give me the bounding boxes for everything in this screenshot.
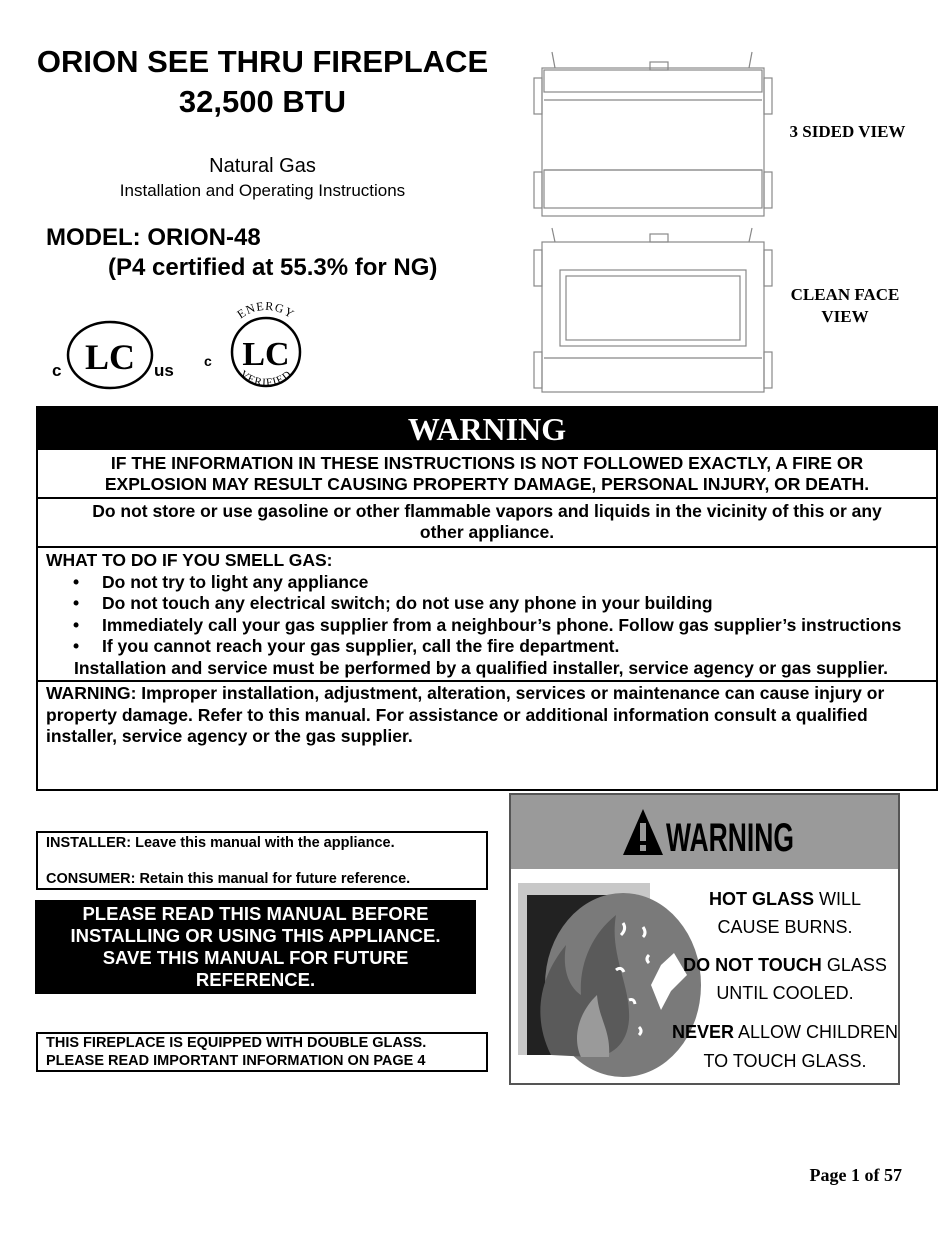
double-glass-notice xyxy=(36,1032,488,1072)
smell-gas-list xyxy=(46,572,928,658)
please-read-line3: SAVE THIS MANUAL FOR FUTURE xyxy=(102,947,409,968)
smell-gas-section xyxy=(38,546,936,680)
please-read-banner xyxy=(35,900,476,994)
energy-arc-text: ENERGY xyxy=(234,300,298,322)
list-item: • Do not touch any electrical switch; do not use any phone in your building xyxy=(102,593,928,615)
csa-lc-us-logo xyxy=(48,315,188,390)
energy-verified-logo xyxy=(202,300,322,400)
clean-face-view-label xyxy=(770,284,920,328)
double-glass-line1: THIS FIREPLACE IS EQUIPPED WITH DOUBLE GLASS. xyxy=(46,1035,427,1051)
please-read-line2: INSTALLING OR USING THIS APPLIANCE. xyxy=(70,925,441,946)
page-number: Page 1 of 57 xyxy=(809,1165,902,1185)
list-item: • If you cannot reach your gas supplier, call the fire department. xyxy=(102,636,928,658)
logo-c-text: c xyxy=(52,361,62,380)
document-subtitle: Installation and Operating Instructions xyxy=(119,181,406,200)
please-read-line4: REFERENCE. xyxy=(195,969,316,990)
verified-arc-text: VERIFIED xyxy=(237,368,295,389)
installer-consumer-box xyxy=(36,831,488,890)
three-sided-view-drawing xyxy=(530,50,775,222)
double-glass-line2: PLEASE READ IMPORTANT INFORMATION ON PAGE 4 xyxy=(46,1053,426,1069)
hot-glass-flame-icon xyxy=(518,883,701,1077)
energy-verified-mark-icon xyxy=(202,300,322,400)
smell-gas-heading: WHAT TO DO IF YOU SMELL GAS: xyxy=(46,550,333,570)
hot-glass-line6: TO TOUCH GLASS. xyxy=(703,1051,867,1071)
hot-glass-line5: NEVER ALLOW CHILDREN xyxy=(671,1022,898,1042)
installer-note: INSTALLER: Leave this manual with the appliance. xyxy=(46,835,395,851)
fuel-type: Natural Gas xyxy=(209,155,316,177)
logo2-c-text: c xyxy=(204,353,212,369)
improper-installation-warning: WARNING: Improper installation, adjustment, alteration, services or maintenance can cause injury or property damage. Refer to this manual. For assistance or additional information consult a qualified installer, service agency or the gas supplier. xyxy=(38,680,936,750)
warning-heading: WARNING xyxy=(38,408,936,448)
btu-rating: 32,500 BTU xyxy=(178,84,347,119)
safety-warning-box xyxy=(36,406,938,791)
flammable-storage-warning xyxy=(38,497,936,546)
logo2-lc-text: LC xyxy=(242,336,290,373)
csa-lc-us-mark-icon xyxy=(48,315,188,390)
document-title: ORION SEE THRU FIREPLACE xyxy=(36,44,489,79)
model-number: MODEL: ORION-48 xyxy=(46,224,261,251)
hot-glass-line2: CAUSE BURNS. xyxy=(717,917,853,937)
certification-note: (P4 certified at 55.3% for NG) xyxy=(108,254,438,281)
storage-warning-line1: Do not store or use gasoline or other flammable vapors and liquids in the vicinity of this or any xyxy=(92,501,882,521)
clean-face-label-line1: CLEAN FACE xyxy=(790,285,900,304)
hot-glass-warning-label xyxy=(509,793,900,1085)
hot-glass-heading: WARNING xyxy=(666,816,794,860)
hot-glass-line4: UNTIL COOLED. xyxy=(716,983,854,1003)
fire-warning-line2: EXPLOSION MAY RESULT CAUSING PROPERTY DAMAGE, PERSONAL INJURY, OR DEATH. xyxy=(104,474,870,494)
logo-us-text: us xyxy=(154,361,174,380)
hot-glass-line1: HOT GLASS WILL xyxy=(708,889,862,909)
please-read-line1: PLEASE READ THIS MANUAL BEFORE xyxy=(82,903,429,924)
clean-face-label-line2: VIEW xyxy=(821,307,869,326)
logo-lc-text: LC xyxy=(84,337,136,377)
hot-glass-line3: DO NOT TOUCH GLASS xyxy=(683,955,887,975)
list-item: • Do not try to light any appliance xyxy=(102,572,928,594)
storage-warning-line2: other appliance. xyxy=(419,522,555,542)
clean-face-view-drawing xyxy=(530,226,775,396)
consumer-note: CONSUMER: Retain this manual for future reference. xyxy=(46,871,411,887)
fire-explosion-warning xyxy=(38,448,936,497)
three-sided-view-label: 3 SIDED VIEW xyxy=(789,122,906,141)
list-item: • Immediately call your gas supplier from a neighbour’s phone. Follow gas supplier’s instructions xyxy=(102,615,928,637)
service-note: Installation and service must be performed by a qualified installer, service agency or gas supplier. xyxy=(74,657,889,678)
fire-warning-line1: IF THE INFORMATION IN THESE INSTRUCTIONS IS NOT FOLLOWED EXACTLY, A FIRE OR xyxy=(110,453,864,473)
